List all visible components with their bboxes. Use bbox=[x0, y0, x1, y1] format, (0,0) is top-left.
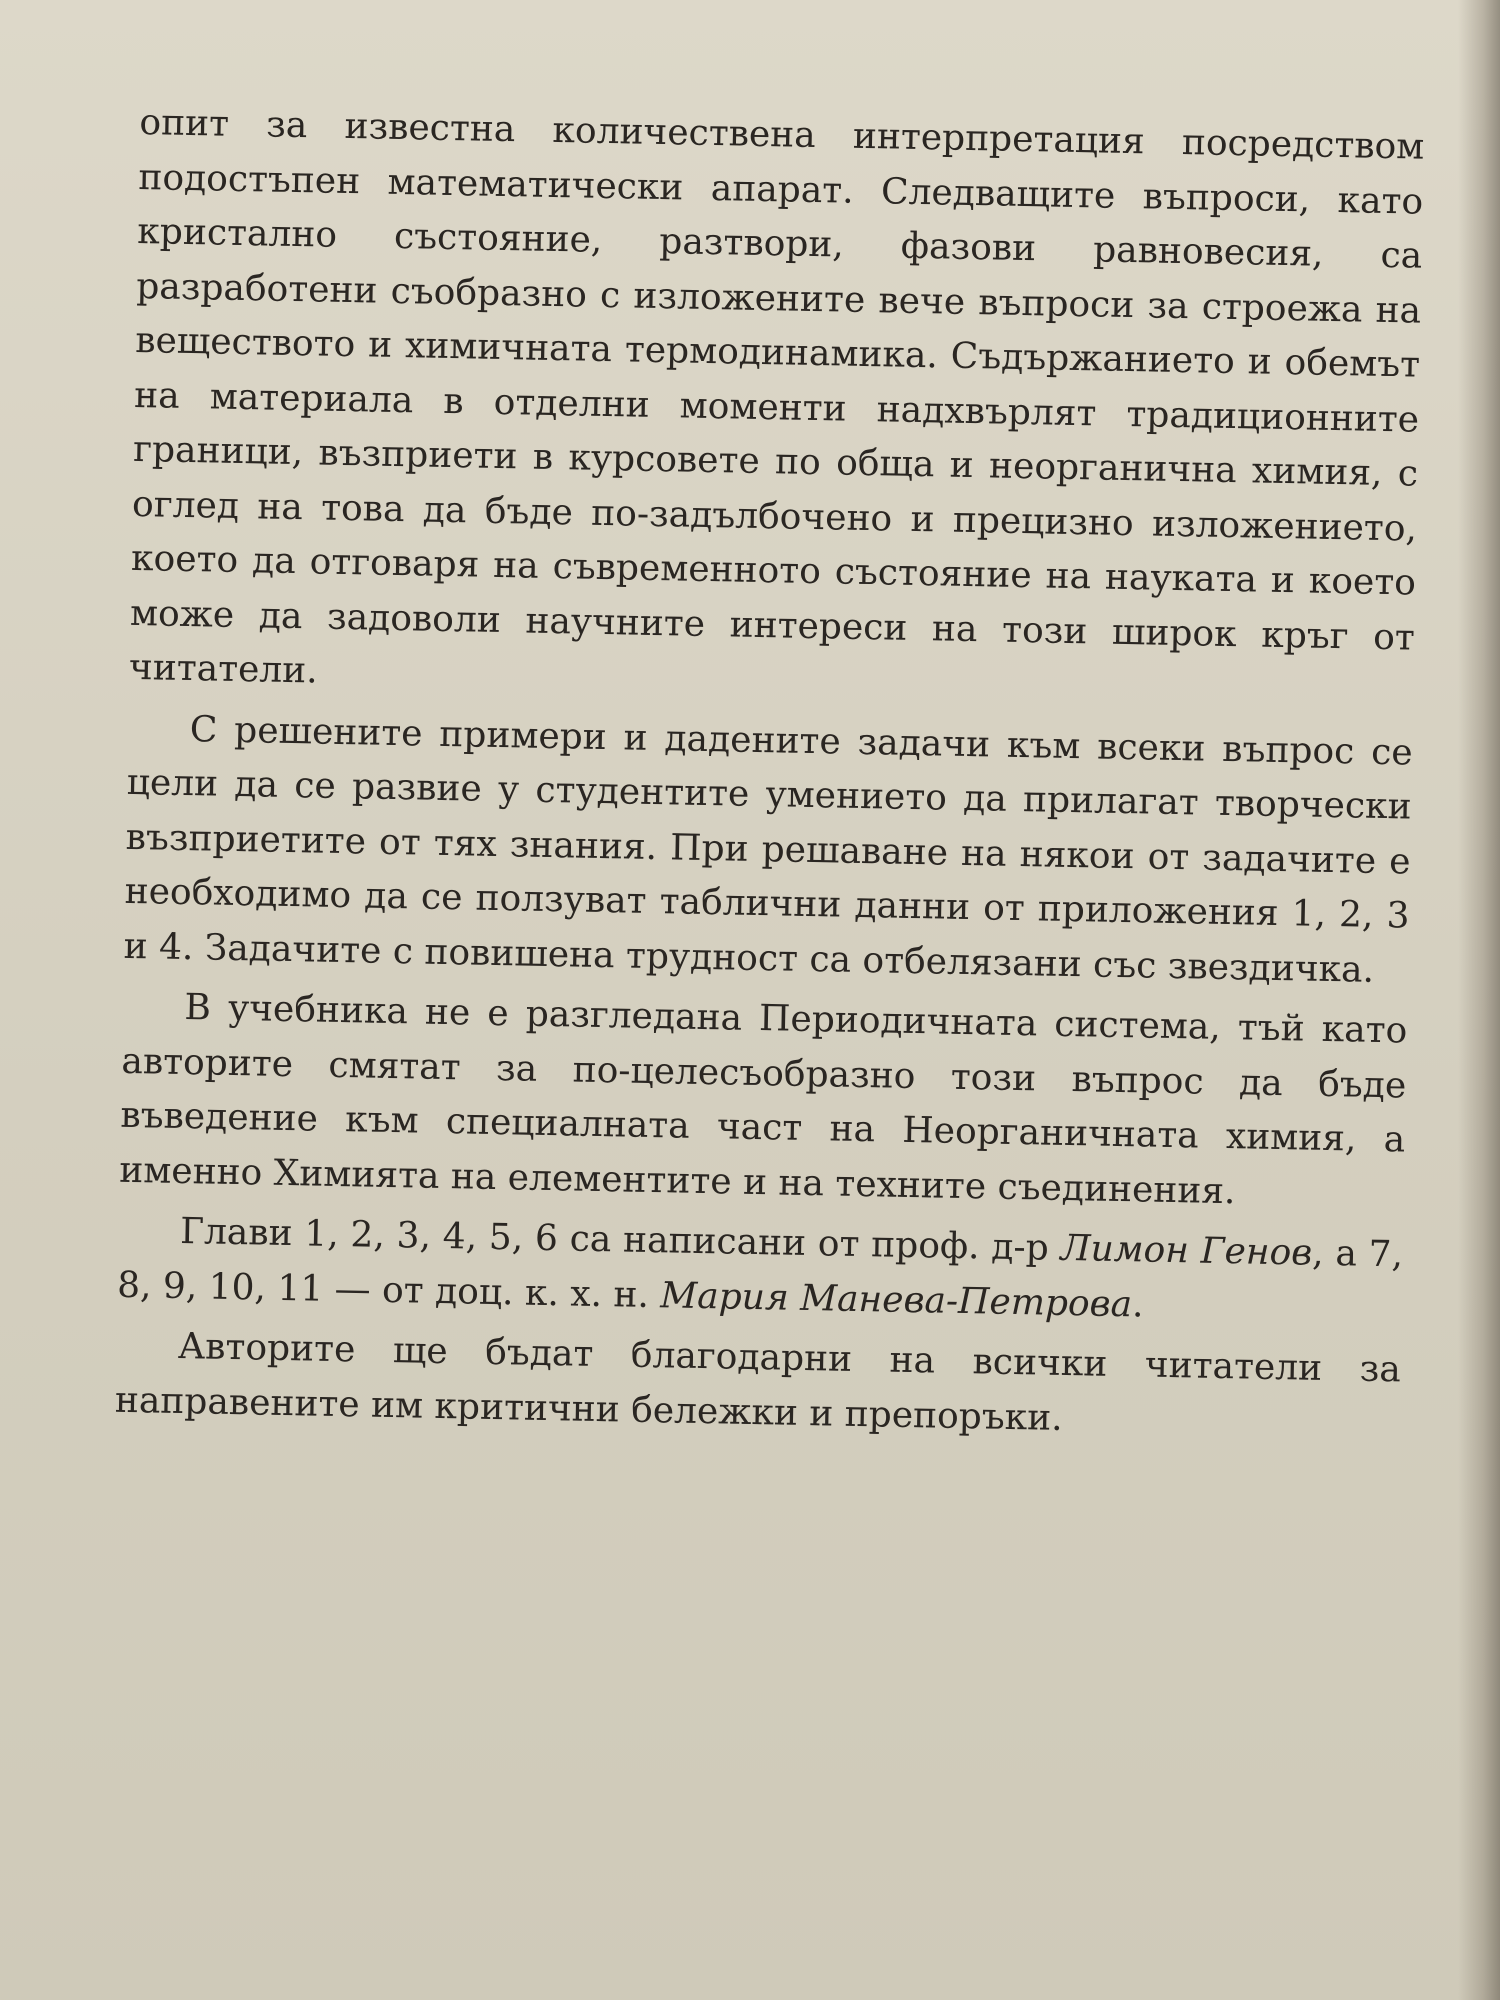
page-edge-shadow bbox=[1458, 0, 1500, 2000]
authorship-text-2: , а 7, 8, 9, 10, 11 — от доц. к. х. н. bbox=[116, 1232, 1404, 1316]
paragraph-authorship bbox=[117, 1204, 1404, 1338]
paragraph-intro-continuation: опит за известна количествена интерпретация посредством подостъпен математически апарат. Следващите въпроси, като кристално състояние, разтвори, фазови равновесия, са разработени съобразно с изложените вече въпроси за строежа на веществото и химичната термодинамика. Съдържанието и обемът на материала в отделни моменти надхвърлят традиционните граници, възприети в курсовете по обща и неорганична химия, с оглед на това да бъде по-задълбочено и прецизно изложението, което да отговаря на съвременното състояние на науката и което може да задоволи научните интереси на този широк кръг от читатели. bbox=[128, 101, 1425, 692]
author-name-maneva-petrova: Мария Манева-Петрова bbox=[660, 1274, 1133, 1325]
authorship-text-1: Глави 1, 2, 3, 4, 5, 6 са написани от проф. д-р bbox=[179, 1210, 1061, 1269]
paragraph-periodic-system: В учебника не е разгледана Периодичната система, тъй като авторите смятат за по-целесъобразно този въпрос да бъде въведение към специалната част на Неорганичната химия, а именно Химията на елементите и на техните съединения. bbox=[118, 987, 1408, 1212]
paragraph-acknowledgement: Авторите ще бъдат благодарни на всички читатели за направените им критични бележки и препоръки. bbox=[114, 1325, 1402, 1439]
authorship-text-3: . bbox=[1131, 1283, 1144, 1325]
paragraph-examples: С решените примери и дадените задачи към всеки въпрос се цели да се развие у студентите умението да прилагат творчески възприетите от тях знания. При решаване на някои от задачите е необходимо да се ползуват таблични данни от приложения 1, 2, 3 и 4. Задачите с повишена трудност са отбелязани със звездичка. bbox=[123, 708, 1414, 991]
author-name-genov: Лимон Генов bbox=[1060, 1227, 1313, 1274]
body-text bbox=[114, 96, 1424, 1458]
